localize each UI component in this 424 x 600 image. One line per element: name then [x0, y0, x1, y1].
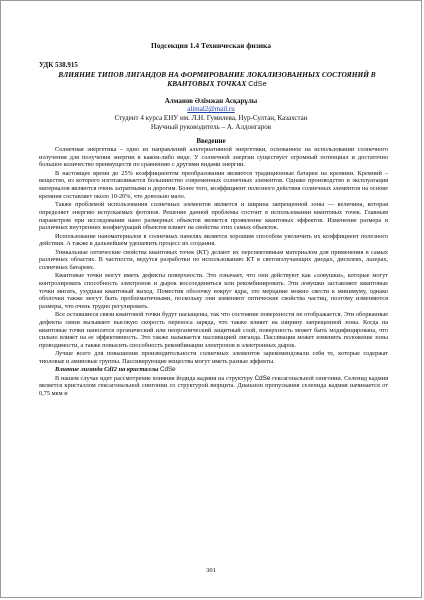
page-number: 301: [206, 567, 216, 574]
paragraph: Все оставшиеся связи квантовой точки будут насыщены, так что состояние поверхности не отображается. Эти оборванные дефекты связи вызывают высокую скорость переноса заряда, что также влияет на ширину запрещенной зоны. Когда на квантовые точки наносится органический или неорганический защитный слой, поверхность может быть модифицирована, что сильно влияет на ее эффективность. Это также называется пассивацией лиганда. Пассивация может изменить положение зоны проводимости, а также повысить способность рекомбинации электронов и электронных дырок.: [39, 311, 388, 350]
author-name: Алманов Әлімжан Асқарұлы: [164, 97, 258, 105]
author-email: [1, 105, 421, 114]
section-title: Подсекция 1.4 Техническая физика: [150, 41, 272, 50]
last-paragraph-material: CdSe: [254, 374, 271, 382]
paragraph: Солнечная энергетика – одно из направлений альтернативной энергетики, основанное на использовании солнечного излучения для получения энергии в каком-либо виде. У солнечной энергии существует огромный потенциал и достаточно большое количество преимуществ по сравнению с другими видами энергии.: [39, 146, 388, 169]
last-paragraph-start: В нашем случае идет рассмотрение влияния йодида кадмия на структуру: [55, 374, 253, 382]
paragraph-last: [39, 375, 388, 398]
paragraph: Лучше всего для повышения производительности солнечных элементов зарекомендовали себя те, которые содержат тиоловые и аминовые группы. Пассивирующие вещества могут иметь разные эффекты.: [39, 350, 388, 366]
paper-title: [47, 70, 387, 88]
author-email-link[interactable]: alimal2@mail.ru: [187, 105, 235, 113]
paragraph: В настоящее время до 25% коэффициентом преобразования являются традиционные батареи на кремнии. Кремний – вещество, из которого изготавливается большинство современных солнечных элементов. Однако производство и эксплуатация материалов являются очень затратными и дорогим. Более того, коэффициент полезного действия солнечных элементов на основе кремния составляет около 10-20%, что довольно мало.: [39, 169, 388, 200]
paragraph: Использование наноматериалов в солнечных панелях является хорошим способом увеличить их коэффициент полезного действия. А также в дальнейшем удешевить процесс их создания.: [39, 232, 388, 248]
paper-title-material: CdSe: [248, 79, 267, 88]
paragraph: Квантовые точки могут иметь дефекты поверхности. Это означает, что они действуют как «ловушки», которые могут контролировать способность электронов и дырок воссоединяться или рекомбинировать. Эти ловушки заставляют квантовые точки мигать, ухудшая квантовый выход. Поместив оболочку вокруг ядра, это мерцание можно свести к минимуму, однако оболочки также могут быть проблематичными, поскольку они изменяют оптические свойства частиц, поэтому изменяются размеры, что очень трудно регулировать.: [39, 272, 388, 311]
intro-heading: Введение: [196, 137, 226, 145]
body-text: [39, 146, 388, 398]
subsection-heading-material: CdSe: [159, 366, 176, 374]
paragraph: Также проблемой использования солнечных элементов является и ширина запрещенной зоны — величина, которая определяет энергию испускаемых фотонов. Решение данной проблемы состоит в использовании квантовых точек. Главным параметром при исследовании нано размерных объектов является проявление квантовых эффектов. Изменение размера и различных внутренних конфигураций объектов влияет на свойства этих самых объектов.: [39, 201, 388, 232]
author-affiliation: Студент 4 курса ЕНУ им. Л.Н. Гумилева, Нур-Султан, Казахстан: [114, 114, 308, 122]
subsection-heading-text: Влияние лиганда CdI2 на кристаллы: [55, 366, 159, 374]
paper-title-main: ВЛИЯНИЕ ТИПОВ ЛИГАНДОВ НА ФОРМИРОВАНИЕ ЛОКАЛИЗОВАННЫХ СОСТОЯНИЙ В КВАНТОВЫХ ТОЧКАХ: [58, 70, 376, 88]
udk-code: УДК 538.915: [39, 61, 78, 69]
last-paragraph-end: гексагональной сингонии. Селенид кадмия является кристаллом гексагональной сингонии со структурой вюрцита. Диапазон пропускания селенида кадмия начинается от 0,75 мкм и: [39, 374, 388, 398]
subsection-heading: [39, 366, 388, 374]
paragraph: Уникальные оптические свойства квантовых точек (КТ) делают их перспективным материалом для применения в самых различных областях. В частности, ведутся разработки по использованию КТ в светоизлучающих диодах, дисплеях, лазерах, солнечных батареях.: [39, 248, 388, 271]
scientific-advisor: Научный руководитель – А. Алдонгаров: [150, 123, 272, 131]
